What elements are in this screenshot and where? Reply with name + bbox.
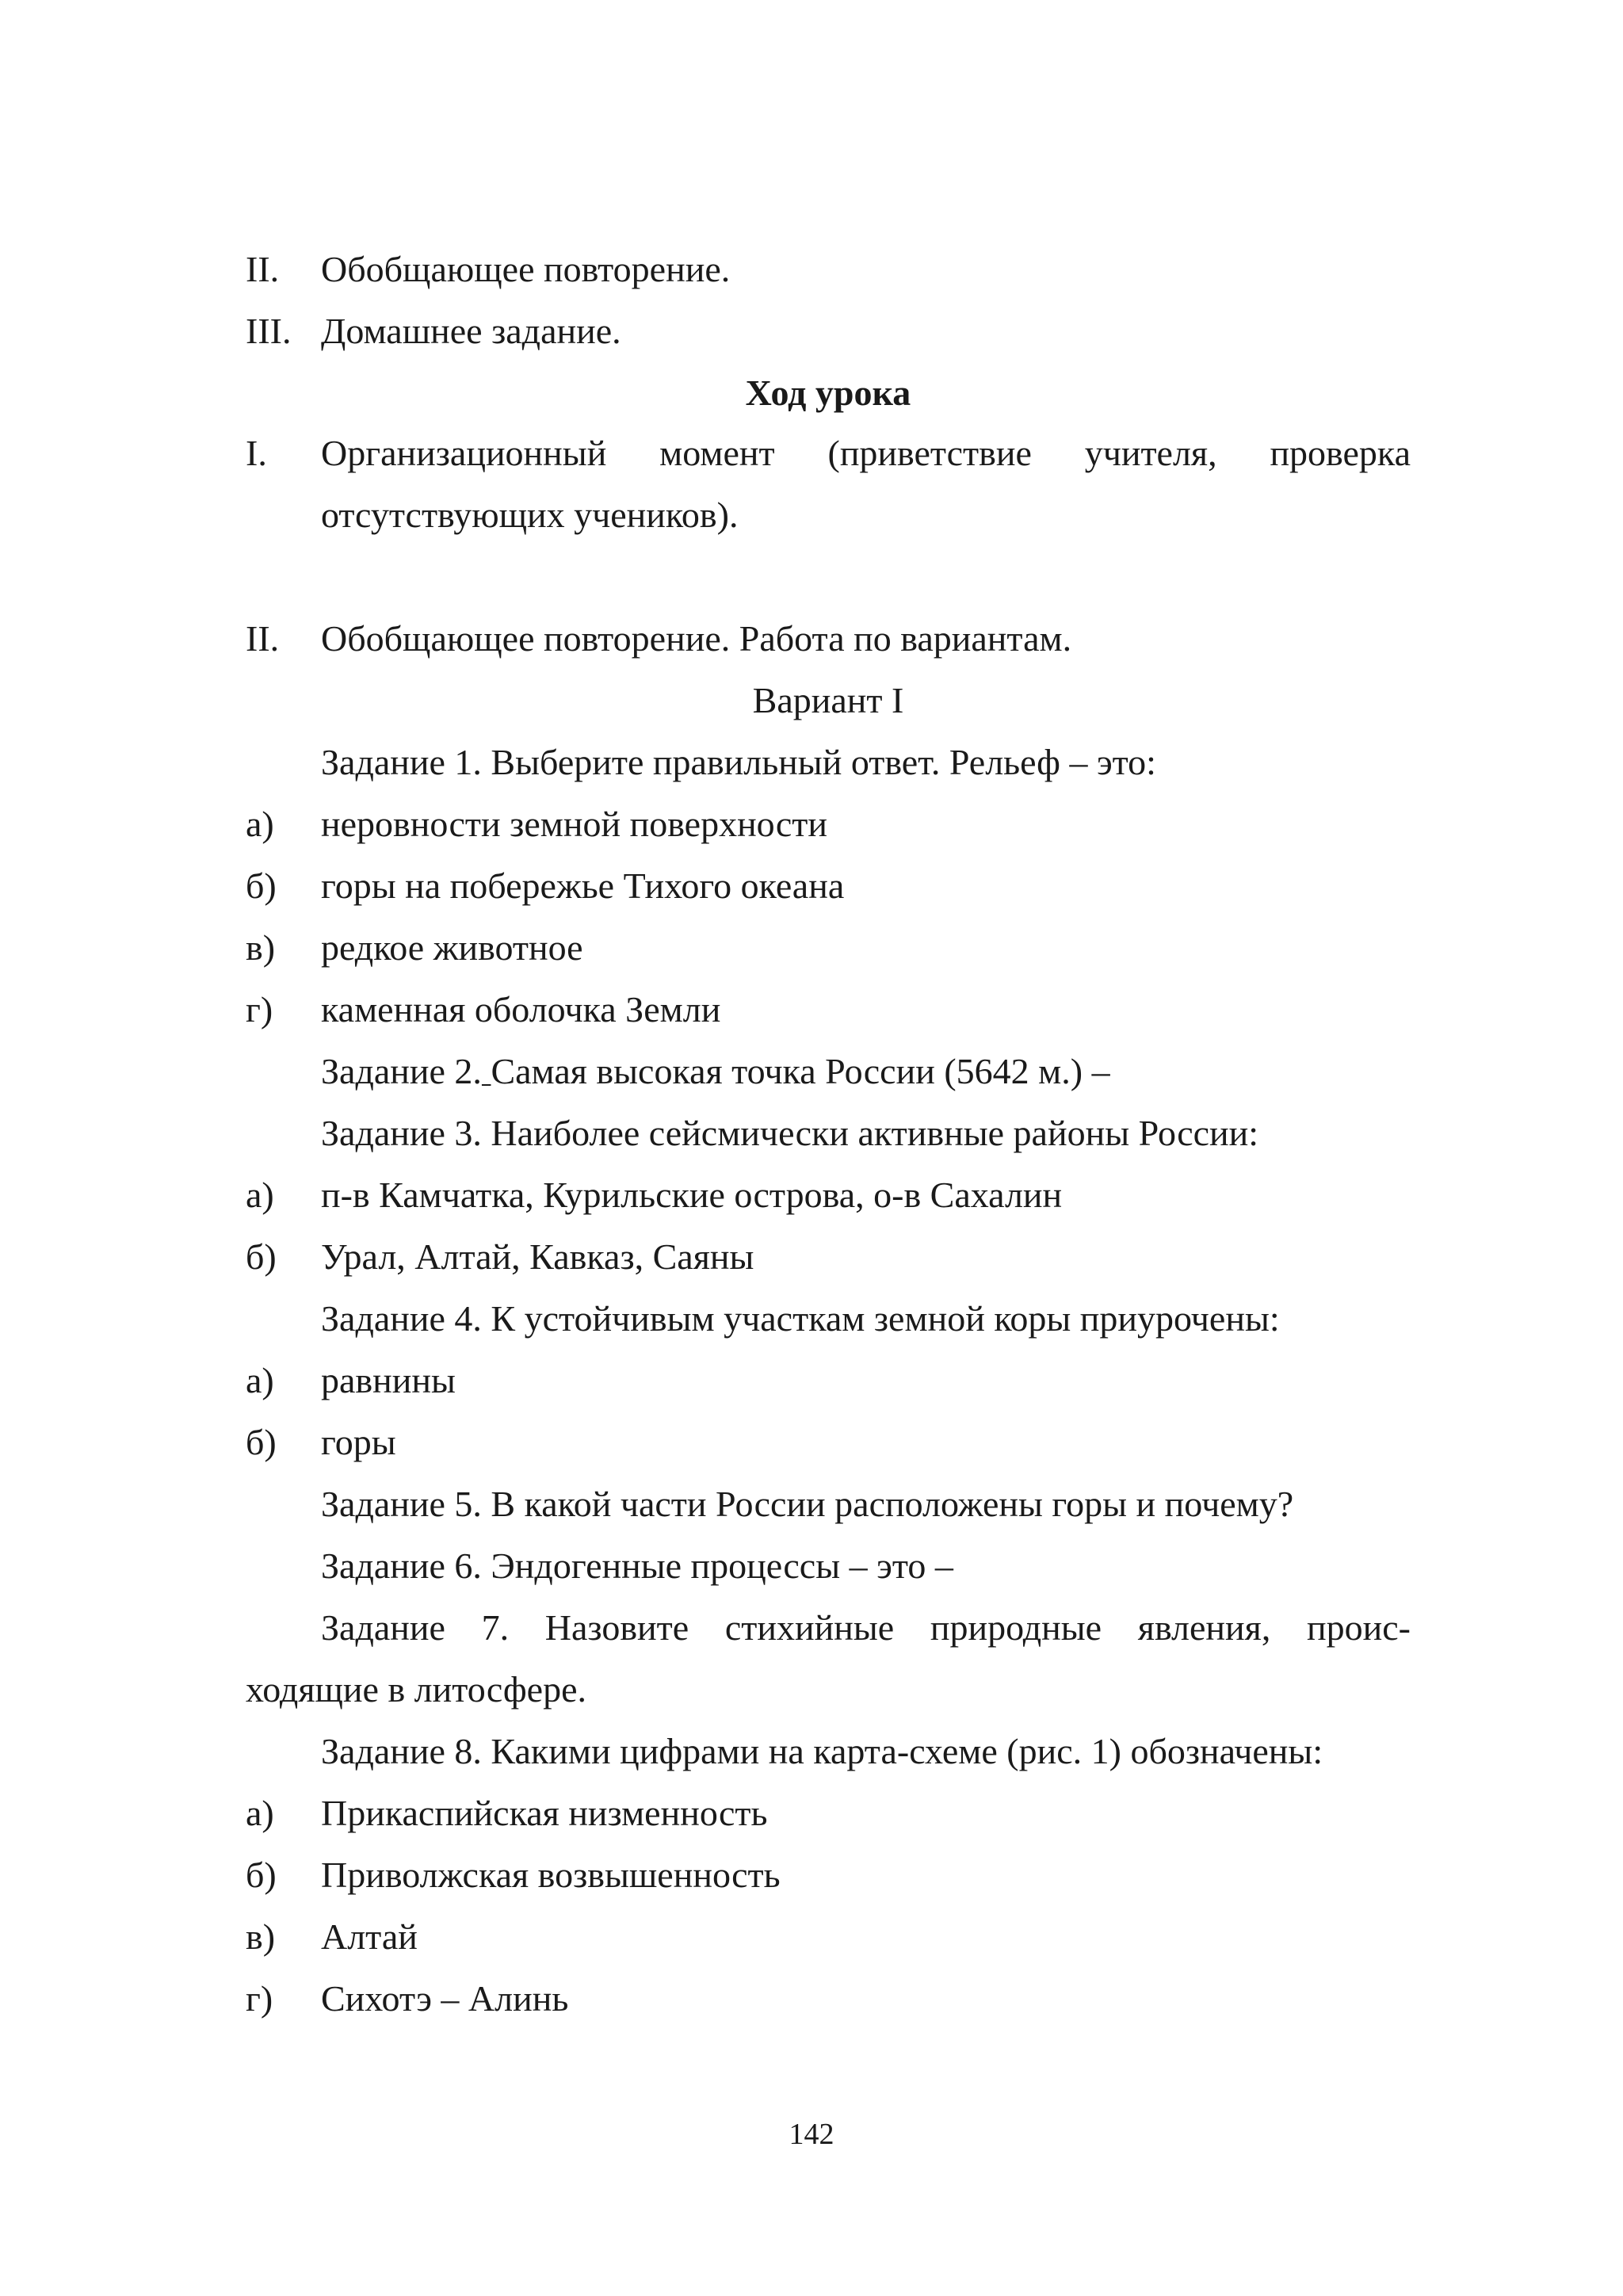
option-text: Сихотэ – Алинь	[321, 1978, 569, 2019]
page-number: 142	[789, 2118, 834, 2151]
task-6: Задание 6. Эндогенные процессы – это –	[321, 1545, 953, 1586]
word: Назовите	[544, 1607, 689, 1648]
word: проверка	[1270, 433, 1411, 473]
option-text: горы на побережье Тихого океана	[321, 865, 845, 906]
option-mark: в)	[246, 927, 276, 968]
word: момент	[659, 433, 775, 473]
lesson-heading: Ход урока	[745, 372, 911, 413]
plan-item-text: Домашнее задание.	[321, 311, 621, 351]
option-mark: а)	[246, 1360, 274, 1400]
option-mark: б)	[246, 1236, 277, 1277]
stage-2-text: Обобщающее повторение. Работа по вариантам.	[321, 618, 1072, 659]
word: Организационный	[321, 433, 607, 473]
task-2-underline-mark	[482, 1051, 491, 1091]
word: Задание	[321, 1607, 445, 1648]
option-text: неровности земной поверхности	[321, 804, 827, 844]
option-mark: б)	[246, 865, 277, 906]
option-text: равнины	[321, 1360, 456, 1400]
task-2-text: Самая высокая точка России (5642 м.) –	[491, 1051, 1110, 1091]
word: стихийные	[724, 1607, 895, 1648]
task-8-title: Задание 8. Какими цифрами на карта-схеме (рис. 1) обозначены:	[321, 1731, 1323, 1771]
task-1-title: Задание 1. Выберите правильный ответ. Рельеф – это:	[321, 742, 1156, 782]
option-mark: б)	[246, 1422, 277, 1462]
option-mark: а)	[246, 804, 274, 844]
task-3-title: Задание 3. Наиболее сейсмически активные районы России:	[321, 1113, 1259, 1153]
task-5: Задание 5. В какой части России расположены горы и почему?	[321, 1484, 1294, 1524]
option-text: Прикаспийская низменность	[321, 1793, 768, 1833]
task-2	[321, 1048, 1411, 1095]
plan-item-number: II.	[246, 249, 280, 289]
task-2-prefix: Задание 2.	[321, 1051, 482, 1091]
stage-1-text-line1	[321, 430, 1411, 477]
option-mark: г)	[246, 989, 273, 1030]
option-text: редкое животное	[321, 927, 583, 968]
variant-title: Вариант I	[752, 680, 904, 720]
option-text: п-в Камчатка, Курильские острова, о-в Сахалин	[321, 1175, 1063, 1215]
stage-1-text-line2: отсутствующих учеников).	[321, 495, 739, 535]
option-text: Алтай	[321, 1916, 418, 1957]
task-4-title: Задание 4. К устойчивым участкам земной коры приурочены:	[321, 1298, 1280, 1339]
stage-1-number: I.	[246, 433, 267, 473]
option-mark: а)	[246, 1793, 274, 1833]
plan-item-text: Обобщающее повторение.	[321, 249, 731, 289]
word: (приветствие	[827, 433, 1032, 473]
word: учителя,	[1084, 433, 1217, 473]
task-7-line2: ходящие в литосфере.	[246, 1669, 586, 1710]
word: явления,	[1137, 1607, 1271, 1648]
plan-item-number: III.	[246, 311, 292, 351]
option-text: каменная оболочка Земли	[321, 989, 721, 1030]
option-mark: г)	[246, 1978, 273, 2019]
word: природные	[930, 1607, 1102, 1648]
word: 7.	[481, 1607, 510, 1648]
stage-2-number: II.	[246, 618, 280, 659]
word: проис-	[1307, 1607, 1411, 1648]
option-mark: а)	[246, 1175, 274, 1215]
option-text: Приволжская возвышенность	[321, 1855, 781, 1895]
option-mark: в)	[246, 1916, 276, 1957]
task-7-line1	[321, 1604, 1411, 1652]
option-text: горы	[321, 1422, 396, 1462]
option-mark: б)	[246, 1855, 277, 1895]
option-text: Урал, Алтай, Кавказ, Саяны	[321, 1236, 754, 1277]
